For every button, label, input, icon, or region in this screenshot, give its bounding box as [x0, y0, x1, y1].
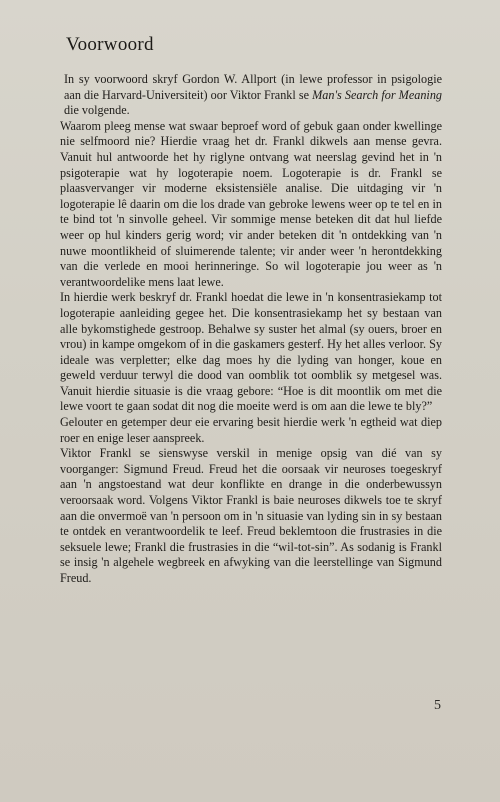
book-title: Man's Search for Meaning — [312, 87, 443, 102]
intro-paragraph — [60, 72, 442, 119]
paragraph-3: In hierdie werk beskryf dr. Frankl hoedat die lewe in 'n konsentrasiekamp tot logoterapie aanleiding gegee het. Die konsentrasiekamp het sy bestaan van alle bykomstighede gestroop. Behalwe sy suster het almal (sy ouers, broer en vrou) in kampe omgekom of in die gaskamers gesterf. Hy het alles verloor. Sy ideale was verpletter; elke dag moes hy die lyding van honger, koue en geweld verduur terwyl die dood van oomblik tot oomblik sy metgesel was. Vanuit hierdie situasie is die vraag gebore: “Hoe is dit moontlik om met die lewe voort te gaan sodat dit nog die moeite werd is om aan die lewe te bly?” — [60, 290, 442, 414]
paragraph-4: Gelouter en getemper deur eie ervaring besit hierdie werk 'n egtheid wat diep roer en enige leser aanspreek. — [60, 415, 442, 445]
intro-text: In sy voorwoord skryf Gordon W. Allport (in lewe professor in psigologie aan die Harvard-Universiteit) oor Viktor Frankl se — [64, 72, 442, 102]
intro-text-end: die volgende. — [64, 103, 130, 118]
page-number: 5 — [434, 698, 441, 713]
body-text — [60, 72, 442, 587]
page-title: Voorwoord — [66, 34, 154, 55]
paragraph-5: Viktor Frankl se sienswyse verskil in menige opsig van dié van sy voorganger: Sigmund Freud. Freud het die oorsaak vir neuroses toegeskryf aan 'n angstoestand wat deur konflikte en drange in die onderbewussyn veroorsaak word. Volgens Viktor Frankl is baie neuroses dikwels toe te skryf aan die onvermoë van 'n persoon om in 'n situasie van lyding sin in sy bestaan te ontdek en verantwoordelik te leef. Freud beklemtoon die frustrasies in die seksuele lewe; Frankl die frustrasies in die “wil-tot-sin”. As sodanig is Frankl se insig 'n algehele wegbreek en afwyking van die leerstellinge van Sigmund Freud. — [60, 446, 442, 585]
paragraph-2: Waarom pleeg mense wat swaar beproef word of gebuk gaan onder kwellinge nie selfmoord nie? Hierdie vraag het dr. Frankl dikwels aan mense gevra. Vanuit hul antwoorde het hy riglyne ontvang wat neerslag gevind het in 'n psigoterapie wat hy logoterapie noem. Logoterapie is dr. Frankl se plaasvervanger vir moderne eksistensiële analise. Die uitdaging vir 'n logoterapie lê daarin om die los drade van gebroke lewens weer op te tel en in te bind tot 'n sinvolle geheel. Vir sommige mense beteken dit dat hul liefde weer op hul kinders gerig word; vir ander beteken dit 'n ontdekking van 'n nuwe moontlikheid of sluimerende talente; vir ander weer 'n herontdekking van die verlede en mooi herinneringe. So wil logoterapie jou weer as 'n verantwoordelike mens laat lewe. — [60, 118, 442, 289]
